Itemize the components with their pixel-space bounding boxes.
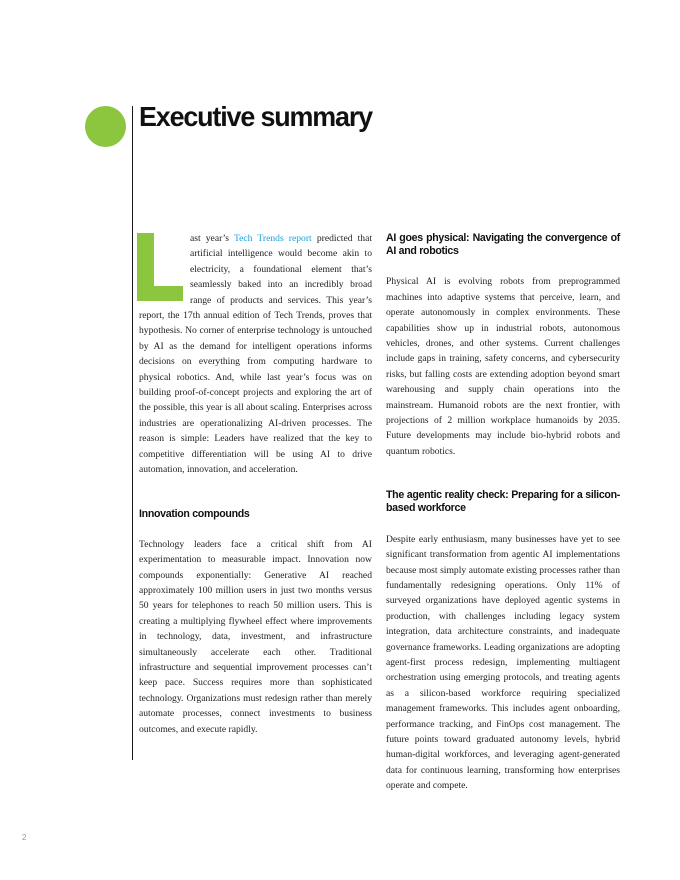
page-number: 2 [22, 833, 27, 842]
section-body-ai-goes-physical: Physical AI is evolving robots from preprogrammed machines into adaptive systems that perceive, learn, and operate autonomously in complex environments. These capabilities show up in industrial robots, autonomous vehicles, drones, and other systems. Current challenges include gaps in training, safety concerns, and cybersecurity risks, but falling costs are extending adoption beyond smart warehousing and supply chain operations into the mainstream. Humanoid robots are the next frontier, with projections of 2 million workplace humanoids by 2035. Future developments may include bio-hybrid robots and quantum robotics. [386, 276, 620, 457]
left-column [139, 231, 372, 737]
accent-circle [85, 106, 126, 147]
right-column [386, 232, 620, 794]
drop-cap-letter [137, 233, 183, 301]
section-heading-ai-goes-physical: AI goes physical: Navigating the convergence of AI and robotics [386, 232, 620, 258]
section-heading-innovation-compounds: Innovation compounds [139, 507, 250, 520]
intro-paragraph [139, 231, 372, 478]
vertical-rule [132, 106, 133, 760]
tech-trends-report-link[interactable]: Tech Trends report [233, 233, 312, 244]
intro-body-text: predicted that artificial intelligence would become akin to electricity, a foundational element that’s seamlessly baked into an incredibly broad range of products and services. This year’s report, the 17th annual edition of Tech Trends, proves that hypothesis. No corner of enterprise technology is untouched by AI as the demand for intelligent operations informs decisions on everything from computing hardware to physical robotics. And, while last year’s focus was on building proof-of-concept projects and exploring the art of the possible, this year is all about scaling. Enterprises across industries are operationalizing AI-driven processes. The reason is simple: Leaders have realized that the key to competitive differentiation will be using AI to drive automation, innovation, and acceleration. [139, 233, 373, 476]
section-body-innovation-compounds: Technology leaders face a critical shift from AI experimentation to measurable impact. Innovation now compounds exponentially: Generative AI reached approximately 100 million users in just two months versus 50 years for telephones to reach 50 million users. This is creating a multiplying flywheel effect where improvements in technology, data, investment, and infrastructure simultaneously accelerate each other. Traditional infrastructure and sequential improvement processes can’t keep pace. Success requires more than sophisticated technology. Organizations must redesign rather than merely automate processes, connect investments to business outcomes, and execute rapidly. [139, 538, 372, 735]
section-heading-agentic-reality-check: The agentic reality check: Preparing for a silicon-based workforce [386, 489, 620, 515]
section-body-agentic-reality-check: Despite early enthusiasm, many businesses have yet to see significant transformation from agentic AI implementations because most simply automate existing processes rather than fundamentally redesigning operations. Only 11% of surveyed organizations have deployed agentic systems in production, with challenges including legacy system integration, data architecture constraints, and inadequate governance frameworks. Leading organizations are adopting agent-first process redesign, implementing multiagent orchestration using emerging protocols, and treating agents as a silicon-based workforce requiring specialized management frameworks. This includes agent onboarding, performance tracking, and FinOps cost management. The future points toward graduated autonomy levels, hybrid human-digital workforces, and leveraging agent-generated data for continuous learning, transforming how enterprises operate and compete. [386, 533, 620, 792]
intro-lead-text: ast year’s [190, 233, 234, 244]
page-title: Executive summary [139, 101, 372, 132]
